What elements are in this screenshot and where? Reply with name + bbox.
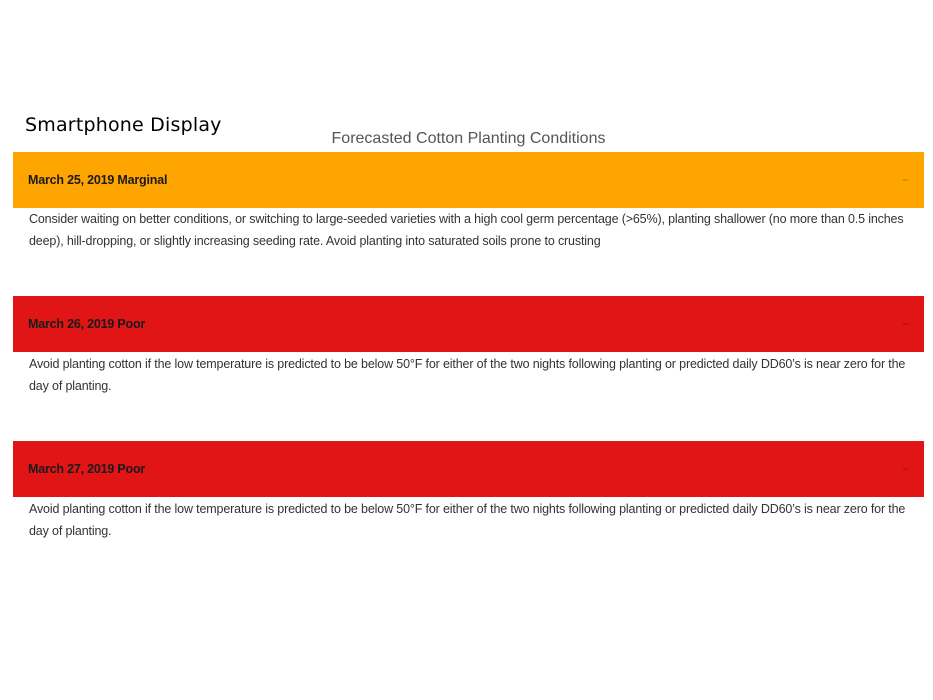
collapse-icon[interactable]: − (901, 173, 909, 187)
panel-title: March 25, 2019 Marginal (28, 173, 168, 187)
panel-header-march-26[interactable] (13, 296, 924, 352)
panel-body-march-26: Avoid planting cotton if the low temperature is predicted to be below 50°F for either of the two nights following planting or predicted daily DD60’s is near zero for the day of planting. (29, 357, 906, 393)
collapse-icon[interactable]: − (901, 317, 909, 331)
panel-title: March 26, 2019 Poor (28, 317, 146, 331)
collapse-icon[interactable]: − (901, 462, 909, 476)
panel-title: March 27, 2019 Poor (28, 462, 146, 476)
panel-body-march-27: Avoid planting cotton if the low temperature is predicted to be below 50°F for either of the two nights following planting or predicted daily DD60’s is near zero for the day of planting. (29, 502, 906, 538)
page-title: Forecasted Cotton Planting Conditions (331, 130, 606, 147)
panel-header-march-27[interactable] (13, 441, 924, 497)
panel-header-march-25[interactable] (13, 152, 924, 208)
panel-body-march-25: Consider waiting on better conditions, or switching to large-seeded varieties with a high cool germ percentage (>65%), planting shallower (no more than 0.5 inches deep), hill-dropping, or slightly increasing seeding rate. Avoid planting into saturated soils prone to crusting (29, 212, 904, 248)
caption-label: Smartphone Display (25, 114, 222, 136)
